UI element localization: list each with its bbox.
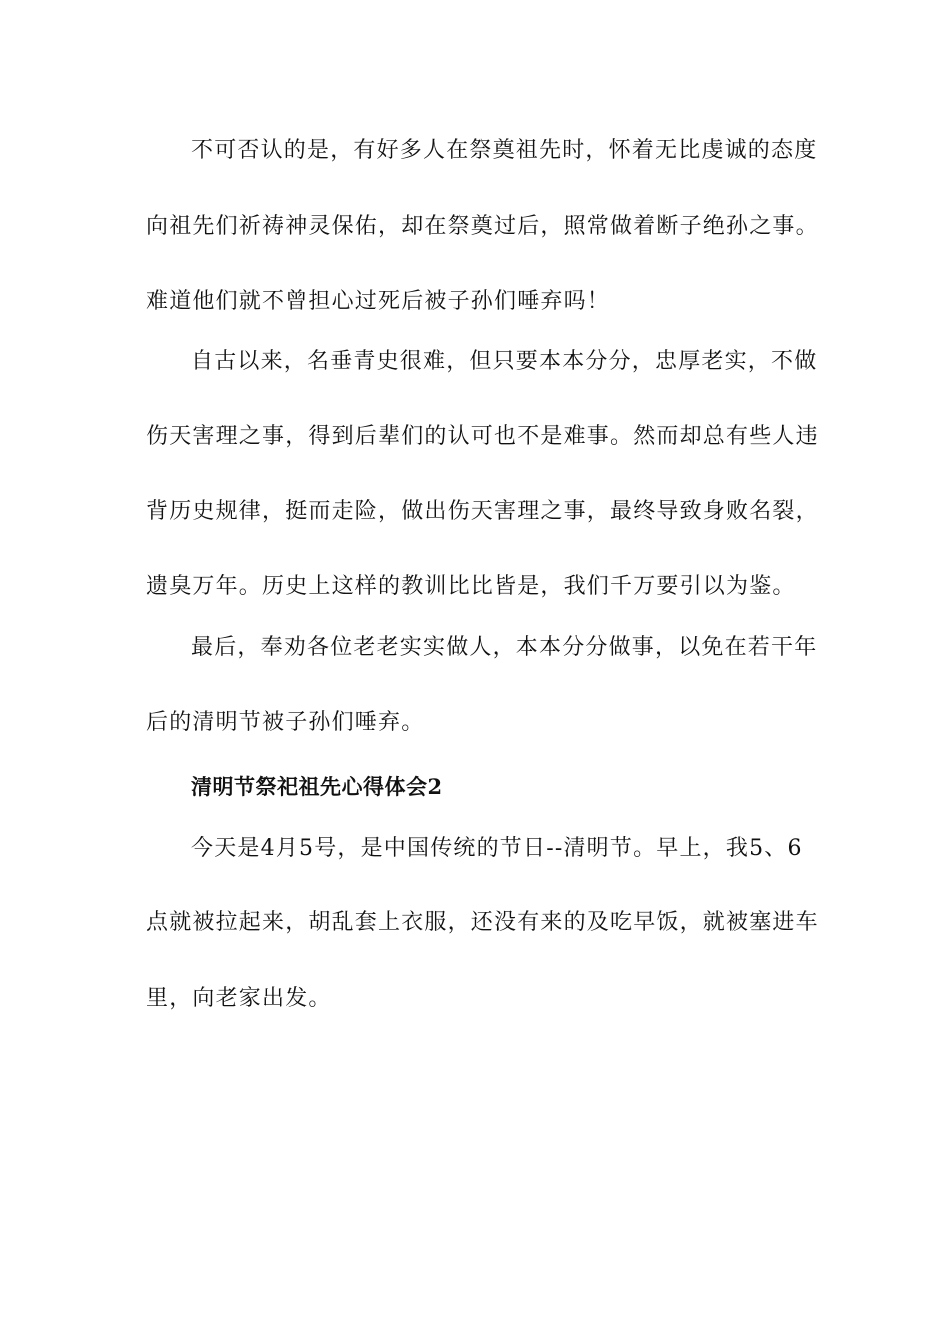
paragraph-4-line-2: 点就被拉起来，胡乱套上衣服，还没有来的及吃早饭，就被塞进车 [146,910,819,935]
paragraph-2-line-1: 自古以来，名垂青史很难，但只要本本分分，忠厚老实，不做 [191,349,818,374]
paragraph-1-line-2: 向祖先们祈祷神灵保佑，却在祭奠过后，照常做着断子绝孙之事。 [146,214,819,239]
paragraph-1-line-1: 不可否认的是，有好多人在祭奠祖先时，怀着无比虔诚的态度 [191,138,818,163]
section-heading: 清明节祭祀祖先心得体会2 [191,774,443,799]
paragraph-2-line-2: 伤天害理之事，得到后辈们的认可也不是难事。然而却总有些人违 [146,424,819,449]
paragraph-2-line-4: 遗臭万年。历史上这样的教训比比皆是，我们千万要引以为鉴。 [146,574,796,599]
paragraph-3-line-2: 后的清明节被子孙们唾弃。 [146,710,425,735]
paragraph-4-line-3: 里，向老家出发。 [146,986,332,1011]
paragraph-4-line-1: 今天是4月5号，是中国传统的节日--清明节。早上，我5、6 [191,836,803,861]
paragraph-3-line-1: 最后，奉劝各位老老实实做人，本本分分做事，以免在若干年 [191,635,818,660]
paragraph-2-line-3: 背历史规律，挺而走险，做出伤天害理之事，最终导致身败名裂， [146,499,819,524]
paragraph-1-line-3: 难道他们就不曾担心过死后被子孙们唾弃吗！ [146,289,611,314]
